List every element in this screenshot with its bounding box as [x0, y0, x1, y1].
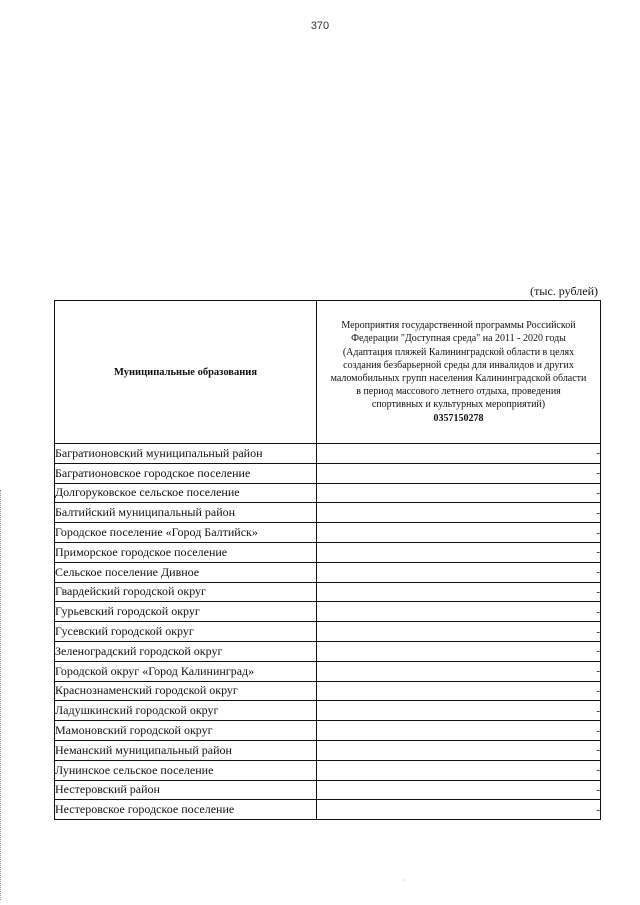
table-row [55, 661, 601, 681]
header-municipalities: Муниципальные образования [55, 301, 317, 444]
table-row [55, 602, 601, 622]
municipality-name: Городское поселение «Город Балтийск» [55, 523, 317, 543]
table-row [55, 582, 601, 602]
amount-cell: - [317, 622, 601, 642]
amount-cell: - [317, 641, 601, 661]
units-note: (тыс. рублей) [530, 284, 598, 298]
amount-cell: - [317, 582, 601, 602]
municipality-name: Неманский муниципальный район [55, 740, 317, 760]
amount-cell: - [317, 780, 601, 800]
amount-cell: - [317, 740, 601, 760]
margin-mark [0, 490, 3, 900]
amount-cell: - [317, 721, 601, 741]
amount-cell: - [317, 503, 601, 523]
table-row [55, 681, 601, 701]
header-program-line: в период массового летнего отдыха, проведения [356, 386, 561, 398]
municipality-name: Ладушкинский городской округ [55, 701, 317, 721]
amount-cell: - [317, 483, 601, 503]
table-row [55, 542, 601, 562]
table-row [55, 463, 601, 483]
header-program-line: Мероприятия государственной программы Российской [341, 320, 576, 332]
municipality-name: Гусевский городской округ [55, 622, 317, 642]
table-row [55, 523, 601, 543]
amount-cell: - [317, 760, 601, 780]
municipality-name: Лунинское сельское поселение [55, 760, 317, 780]
table-row [55, 503, 601, 523]
header-program-line: спортивных и культурных мероприятий) [371, 399, 546, 411]
municipality-name: Приморское городское поселение [55, 542, 317, 562]
table-row [55, 721, 601, 741]
table-header-row [55, 301, 601, 444]
amount-cell: - [317, 542, 601, 562]
municipality-name: Багратионовский муниципальный район [55, 444, 317, 464]
municipality-name: Городской округ «Город Калининград» [55, 661, 317, 681]
municipality-name: Нестеровский район [55, 780, 317, 800]
header-program [317, 301, 601, 444]
municipality-name: Краснознаменский городской округ [55, 681, 317, 701]
table-row [55, 760, 601, 780]
table-row [55, 701, 601, 721]
header-program-line: маломобильных групп населения Калининградской области [330, 373, 587, 384]
municipality-name: Багратионовское городское поселение [55, 463, 317, 483]
table-row [55, 562, 601, 582]
municipality-name: Гурьевский городской округ [55, 602, 317, 622]
page-number: 370 [310, 20, 330, 32]
header-program-line: создания безбарьерной среды для инвалидов и других [343, 359, 574, 371]
table-row [55, 483, 601, 503]
municipality-name: Гвардейский городской округ [55, 582, 317, 602]
table-row [55, 800, 601, 820]
table-row [55, 740, 601, 760]
municipality-name: Зеленоградский городской округ [55, 641, 317, 661]
municipality-name: Мамоновский городской округ [55, 721, 317, 741]
amount-cell: - [317, 444, 601, 464]
scan-dot: · [402, 876, 405, 885]
amount-cell: - [317, 602, 601, 622]
table-row [55, 622, 601, 642]
municipality-name: Сельское поселение Дивное [55, 562, 317, 582]
amount-cell: - [317, 701, 601, 721]
amount-cell: - [317, 681, 601, 701]
header-program-line: Федерации "Доступная среда" на 2011 - 2020 годы [351, 333, 566, 345]
header-program-line: (Адаптация пляжей Калининградской области в целях [342, 346, 575, 358]
amount-cell: - [317, 661, 601, 681]
municipality-name: Нестеровское городское поселение [55, 800, 317, 820]
municipality-name: Долгоруковское сельское поселение [55, 483, 317, 503]
budget-table [54, 300, 601, 820]
amount-cell: - [317, 523, 601, 543]
budget-code: 0357150278 [433, 412, 484, 424]
amount-cell: - [317, 463, 601, 483]
amount-cell: - [317, 562, 601, 582]
table-row [55, 641, 601, 661]
table-row [55, 780, 601, 800]
table-row [55, 444, 601, 464]
municipality-name: Балтийский муниципальный район [55, 503, 317, 523]
amount-cell: - [317, 800, 601, 820]
